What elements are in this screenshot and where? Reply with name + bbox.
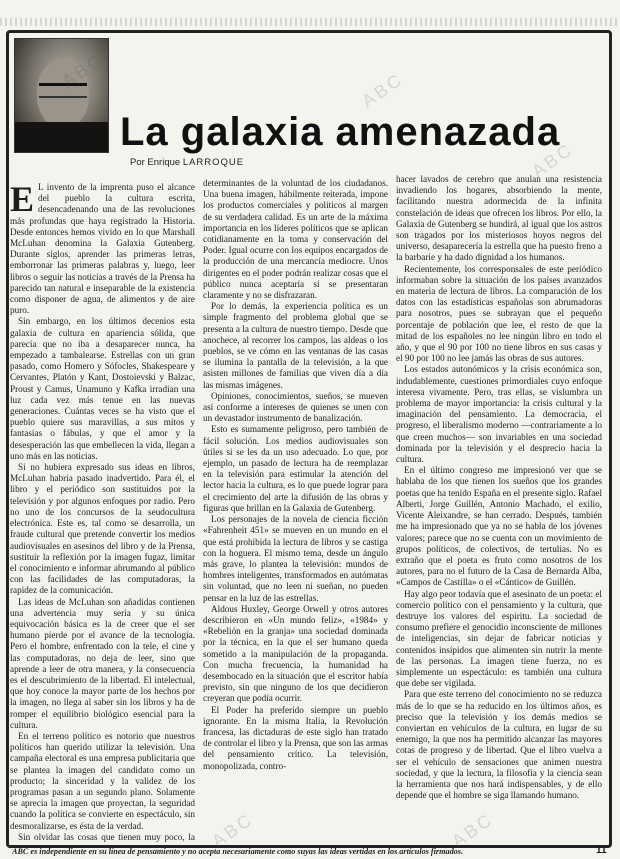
portrait-jacket — [15, 122, 109, 152]
article-title: La galaxia amenazada — [120, 110, 561, 154]
paragraph: Opiniones, conocimientos, sueños, se mueven así conforme a intereses de quienes se unen con un devastador instrumento de banalización. — [203, 390, 388, 424]
article-column-2 — [203, 178, 388, 838]
paragraph: Las ideas de McLuhan son añadidas contienen una advertencia muy seria y su única equivocación básica es la de creer que el ser humano pierde por el avance de la tecnología. Pero el hombre, enfrentado con la tele, el cine y las computadoras, no deja de leer, sino que aprende a leer de otra manera, y la consecuencia es el descubrimiento de la libertad. El intelectual, que hoy conoce la mayor parte de los hechos por la imagen, no llega al saber sin los libros y ha de romper el equilibrio biológico esencial para la cultura. — [10, 596, 195, 730]
article-column-1 — [10, 182, 195, 842]
paragraph: En el último congreso me impresionó ver que se hablaba de los que tienen los sueños que los grandes poetas que ha tenido España en el presente siglo. Rafael Alberti, Jorge Guillén, Antonio Machado, el exilio, Vicente Aleixandre, se han cerrado. Después, también me ha impresionado que ya no se habla de los jóvenes valores; parece que no se cuenta con un movimiento de grupos políticos, de colectivos, de tertulias. No es extraño que el poeta es fruto como nosotros de los autores, para no el futuro de la Casa de Bernarda Alba, «Campos de Castilla» o el «Cántico» de Guillén. — [396, 465, 602, 588]
top-ornament-rule — [0, 18, 620, 26]
paragraph: L invento de la imprenta puso el alcance del pueblo la cultura escrita, desencadenando una de las revoluciones más profundas que haya registrado la Historia. Desde entonces hemos vivido en lo que Marshall McLuhan denomina la Galaxia Gutenberg. Durante siglos, aprender las primeras letras, emborronar las primeras palabras y, luego, leer libros o seguir las noticias a través de la Prensa ha parecido tan natural e inseparable de la existencia como disponer de agua, de alimentos y de aire puro. — [10, 182, 195, 316]
paragraph: Si no hubiera expresado sus ideas en libros, McLuhan habría pasado inadvertido. Para él, el libro y el periódico son sustituidos por la televisión y por algunos enfoques por radio. Pero no uno de los concursos de la seudocultura electrónica. Este es, tal como se desarrolla, un fraude cultural que pretende convertir los medios audiovisuales en asesinos del libro y de la Prensa, sustituir la reflexión por la imagen fugaz, limitar el conocimiento e informar abrumando al público con las facilidades de las computadoras, la rapidez de la comunicación. — [10, 462, 195, 596]
abc-watermark: ABC — [208, 808, 258, 852]
byline — [130, 157, 244, 168]
abc-watermark: ABC — [528, 138, 578, 182]
paragraph: Esto es sumamente peligroso, pero también de fácil solución. Los medios audiovisuales son útiles si se les da un uso adecuado. Lo que, por ejemplo, un pasado de lectura ha de reemplazar en la televisión para estimular la atención del lector hacia la cultura, es lo que puede lograr para el crecimiento del arte la difusión de las obras y figuras que brillan en la Galaxia de Gutenberg. — [203, 424, 388, 513]
drop-cap: E — [10, 182, 35, 219]
paragraph: hacer lavados de cerebro que anulan una resistencia invadiendo los hogares, absorbiendo la mente, facilitando nuestra adormecida de la infinita constelación de ideas que ofrecen los libros. Por ello, la Galaxia de Gutenberg se hundirá, al igual que los astros son tragados por los misteriosos hoyos negros del universo, desaparecería la estrella que ha puesto freno a la barbarie y ha dado dignidad a los humanos. — [396, 174, 602, 263]
footer-disclaimer: ABC es independiente en su línea de pensamiento y no acepta necesariamente como suyas las ideas vertidas en los artículos firmados. — [12, 847, 463, 856]
paragraph: Recientemente, los corresponsales de este periódico informaban sobre la situación de los países avanzados en materia de lectura de libros. La comparación de los datos con las estadísticas españolas son abrumadoras para nosotros, pues se subrayan que el pequeño porcentaje de población que lee, el resto de que la mitad de los españoles no lee ningún libro en todo el año, y que el 90 por 100 no tiene libros en sus casas y el 90 por 100 no lee jamás las obras de sus autores. — [396, 263, 602, 364]
paragraph: determinantes de la voluntad de los ciudadanos. Una buena imagen, hábilmente reiterada, impone los productos comerciales y políticos al margen de su verdadera calidad. Es un arte de la máxima importancia en los líderes políticos que se aplican cotidianamente en la toma y conservación del Poder. Igual ocurre con los equipos encargados de la producción de una mercancía mediocre. Unos dirigentes en el poder podrán realizar cosas que el público nunca aceptaría si se presentaran claramente y no se disfrazaran. — [203, 178, 388, 301]
paragraph: Para que este terreno del conocimiento no se reduzca más de lo que se ha reducido en los últimos años, es preciso que la televisión y los demás medios se conviertan en vehículos de la cultura, en lugar de su enemigo, la que nos ha permitido alcanzar las mayores cotas de progreso y de libertad. Que el libro vuelva a ser el vehículo de sensaciones que animen nuestra sociedad, y que la lectura, la filosofía y la ciencia sean la herramienta que nos hará indispensables, y de ello depende que el hombre se siga llamando humano. — [396, 689, 602, 801]
byline-author: LARROQUE — [182, 157, 245, 168]
paragraph: Por lo demás, la experiencia política es un simple fragmento del problema global que se presenta a la cultura de nuestro tiempo. Desde que anochece, al recorrer los campos, las aldeas o los pueblos, se ve cómo en las ventanas de las casas se ilumina la pantalla de la televisión, a la que asisten millones de familias que viven día a día las mismas imágenes. — [203, 301, 388, 390]
paragraph: En el terreno político es notorio que nuestros políticos han querido utilizar la televisión. Una campaña electoral es una empresa publicitaria que se plantea la imagen del candidato como un producto; la sinceridad y la validez de los programas pasan a un segundo plano. Solamente se aprecia la imagen que proyectan, la seguridad cuando la política se convierte en espectáculo, sin desmoralizarse, es ésta de la verdad. — [10, 730, 195, 831]
article-column-3 — [396, 174, 602, 834]
page-number: 11 — [596, 845, 607, 856]
paragraph: Sin embargo, en los últimos decenios esta galaxia de cultura en apariencia sólida, que parecía que no iba a desaparecer nunca, ha empezado a tambalearse. Estrellas con un gran pasado, como Homero y Sófocles, Shakespeare y Cervantes, Platón y Kant, Dostoievski y Balzac, Proust y Camus, Unamuno y Kafka irradian una luz cada vez más tenue en las nuevas generaciones. Cuántas veces se ha visto que el pueblo quiere sus maravillas, a sus mitos y fantasías o fábulas, y que el amor y la desesperación las que embellecen la vida, llegan a uno más en las noticias. — [10, 316, 195, 461]
abc-watermark: ABC — [448, 808, 498, 852]
author-portrait-photo — [14, 38, 109, 153]
paragraph: Sin olvidar las cosas que tienen muy poco, la — [18, 831, 195, 842]
paragraph: Hay algo peor todavía que el asesinato de un poeta: el comercio político con el pensamiento y la cultura, que destruye los valores del espíritu. La sociedad de consumo prefiere el genocidio inconsciente de millones de inteligencias, sin dejar de fabricar noticias y contenidos insípidos que alimenten sin nutrir la mente de las personas. La imagen tiene fuerza, no es simplemente un espectáculo: es también una cultura que debe ser vigilada. — [396, 588, 602, 689]
paragraph: Aldous Huxley, George Orwell y otros autores describieron en «Un mundo feliz», «1984» y «Rebelión en la granja» una sociedad dominada por la técnica, en la que el ser humano queda sometido a la manipulación de la propaganda. Con mucha frecuencia, la humanidad ha desembocado en la situación que el escritor había previsto, sin que ninguno de los que decidieron creyeran que podía ocurrir. — [203, 603, 388, 704]
paragraph: Los personajes de la novela de ciencia ficción «Fahrenheit 451» se mueven en un mundo en el que está prohibida la lectura de libros y se castiga con la hoguera. El mismo tema, desde un ángulo más grave, lo plantea la televisión: mundos de hombres inteligentes, transformados en autómatas sin voluntad, que no leen ni sueñan, no pueden pensar en la luz de las estrellas. — [203, 514, 388, 603]
byline-prefix: Por Enrique — [130, 157, 181, 168]
paragraph: El Poder ha preferido siempre un pueblo ignorante. En la misma Italia, la Revolución francesa, las dictaduras de este siglo han tratado de controlar el libro y la Prensa, que son las armas del pensamiento crítico. La televisión, monopolizada, contro- — [203, 704, 388, 771]
abc-watermark: ABC — [358, 68, 408, 112]
portrait-glasses — [39, 83, 87, 98]
paragraph: Los estados autonómicos y la crisis económica son, indudablemente, cuestiones primordiales cuyo enfoque interesa vivamente. Pero, tras ellas, se vislumbra un problema de mayor importancia: la crisis cultural y la imaginación del pensamiento. La democracia, el progreso, el liberalismo moderno —contrariamente a lo que creen muchos— son invariables en una sociedad dominada por la televisión y el desprecio hacia la cultura. — [396, 364, 602, 465]
